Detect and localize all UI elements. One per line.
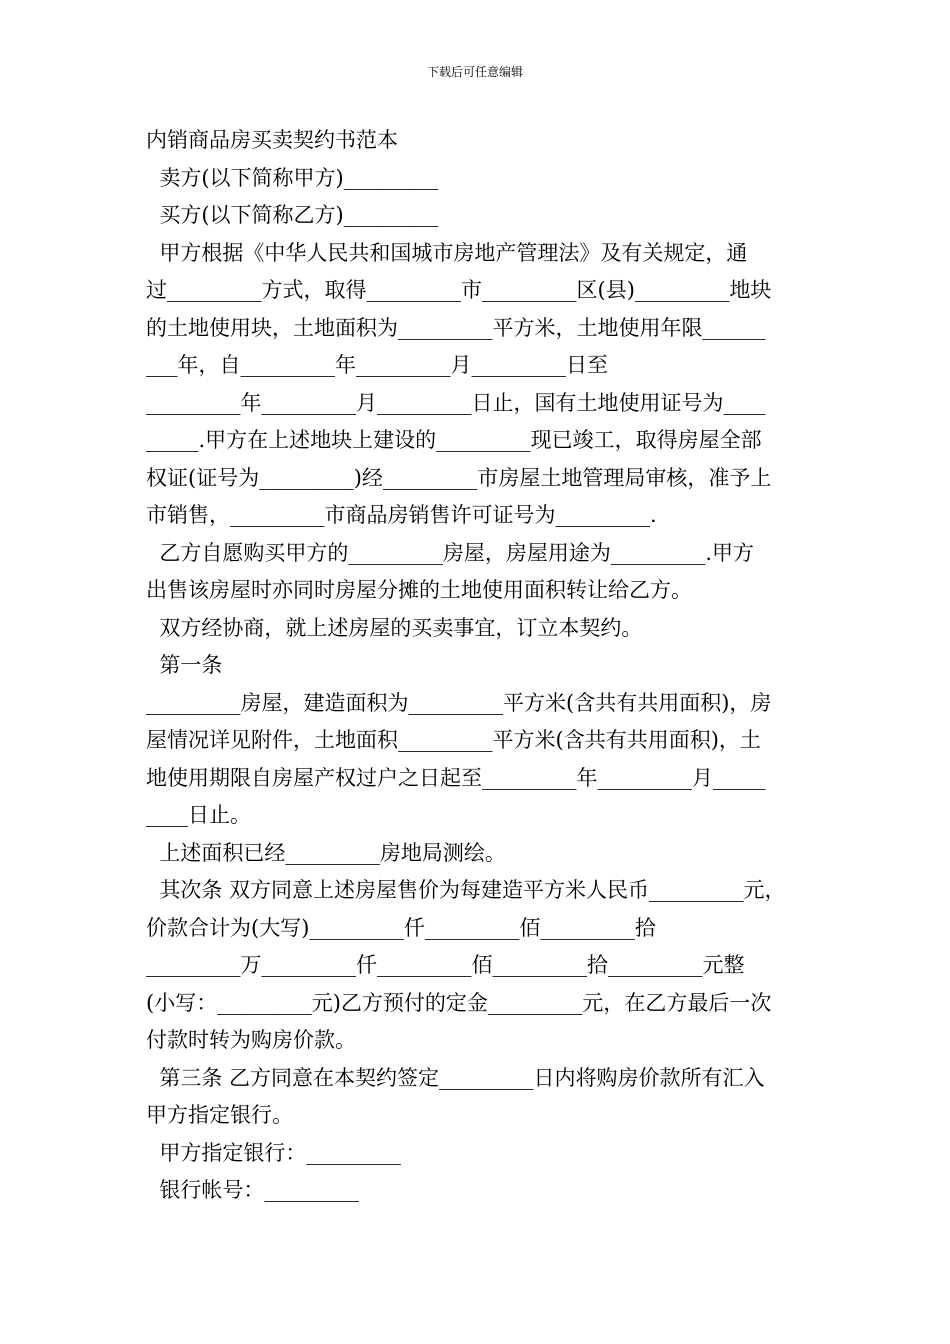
seller-line: 卖方(以下简称甲方)_________ [146, 165, 439, 190]
body-line: 出售该房屋时亦同时房屋分摊的土地使用面积转让给乙方。 [146, 578, 692, 602]
seller-bank-line: 甲方指定银行：_________ [146, 1140, 401, 1165]
body-line: 甲方根据《中华人民共和国城市房地产管理法》及有关规定，通 [146, 240, 748, 265]
bank-account-line: 银行帐号：_________ [146, 1178, 359, 1202]
body-line: 价款合计为(大写)_________仟_________佰_________拾 [146, 915, 656, 940]
contract-title: 内销商品房买卖契约书范本 [146, 128, 398, 152]
body-line: 乙方自愿购买甲方的_________房屋，房屋用途为_________.甲方 [146, 540, 755, 565]
contract-body [146, 122, 808, 1210]
body-line: 双方经协商，就上述房屋的买卖事宜，订立本契约。 [146, 615, 643, 640]
body-line: 付款时转为购房价款。 [146, 1028, 356, 1052]
body-line: 的土地使用块，土地面积为_________平方米，土地使用年限______ [146, 315, 766, 340]
body-line: 屋情况详见附件，土地面积_________平方米(含共有共用面积)，土 [146, 728, 761, 752]
body-line: 权证(证号为_________)经_________市房屋土地管理局审核，准予上 [146, 465, 772, 490]
body-line: (小写：_________元)乙方预付的定金_________元，在乙方最后一次 [146, 990, 772, 1015]
body-line: 地使用期限自房屋产权过户之日起至_________年_________月_____ [146, 765, 766, 790]
body-line: ___年，自_________年_________月_________日至 [146, 353, 608, 377]
body-line: 市销售，_________市商品房销售许可证号为_________. [146, 503, 657, 527]
body-line: 过_________方式，取得_________市_________区(县)_________地块 [146, 278, 772, 302]
article-two-line: 其次条 双方同意上述房屋售价为每建造平方米人民币_________元， [146, 878, 786, 902]
buyer-line: 买方(以下简称乙方)_________ [146, 203, 439, 227]
body-line: _________房屋，建造面积为_________平方米(含共有共用面积)，房 [146, 690, 772, 715]
article-one-heading: 第一条 [146, 653, 223, 677]
page-header-note: 下载后可任意编辑 [426, 65, 523, 79]
body-line: _____.甲方在上述地块上建设的_________现已竣工，取得房屋全部 [146, 428, 762, 452]
article-three-line: 第三条 乙方同意在本契约签定_________日内将购房价款所有汇入 [146, 1065, 765, 1090]
body-line: _________万_________仟_________佰_________拾_________元整 [146, 953, 745, 977]
body-line: ____日止。 [146, 803, 251, 827]
body-line: 上述面积已经_________房地局测绘。 [146, 840, 506, 865]
body-line: _________年_________月_________日止，国有土地使用证号为____ [146, 390, 766, 415]
body-line: 甲方指定银行。 [146, 1103, 293, 1127]
